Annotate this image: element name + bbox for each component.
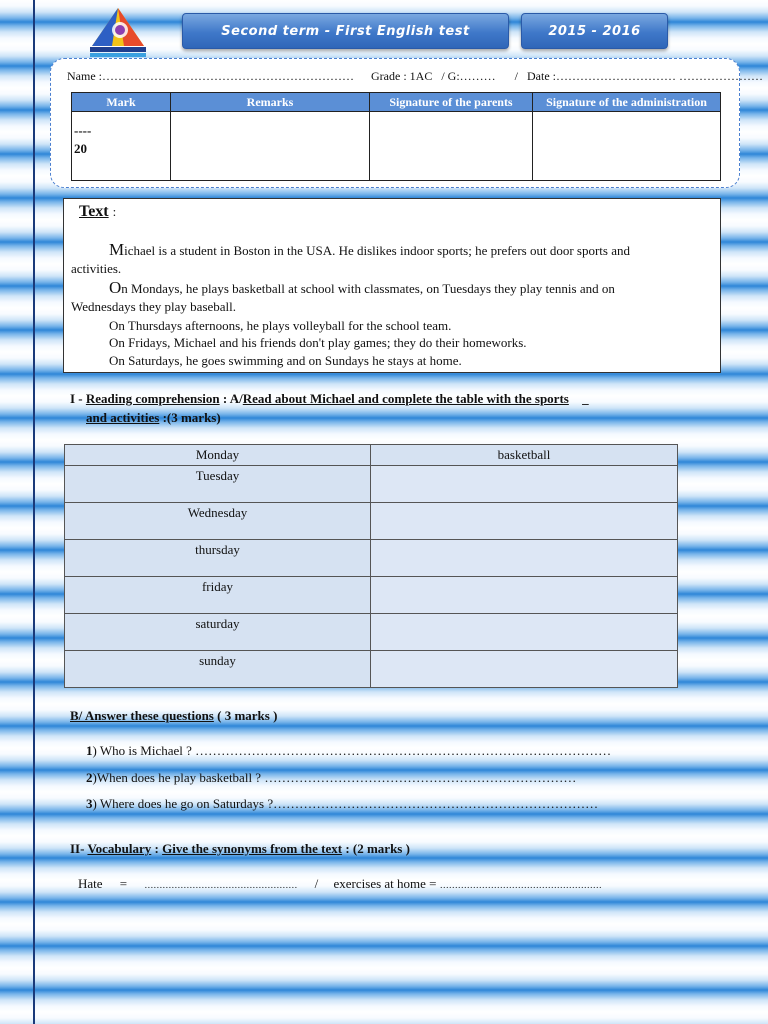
paragraph-2-text: n Mondays, he plays basketball at school with classmates, on Tuesdays they play tennis and on Wednesdays they play baseball. (71, 281, 615, 314)
text-title (79, 203, 116, 221)
school-year-banner (521, 13, 668, 49)
question-1[interactable] (86, 743, 611, 759)
section-1-part-a: : A/ (222, 391, 243, 406)
activity-answer-cell[interactable] (371, 540, 678, 577)
vocabulary-word-1: Hate (78, 876, 103, 891)
section-1-instruction: Read about Michael and complete the table with the sports (242, 391, 569, 406)
paragraph-2 (71, 279, 681, 315)
date-field[interactable]: Date :………………………… ………………… (527, 69, 764, 83)
vocabulary-answer-1[interactable]: …………………………………………… (144, 880, 298, 890)
mark-table (71, 92, 721, 181)
section-2-marks: : (2 marks ) (345, 841, 410, 856)
section-1-title: Reading comprehension (85, 391, 220, 406)
vocabulary-answer-2[interactable]: ……………………………………………… (439, 880, 602, 890)
question-3[interactable] (86, 796, 598, 812)
day-cell: Wednesday (65, 503, 371, 540)
question-number: 1 (86, 743, 93, 758)
section-1-number: I - (70, 391, 83, 406)
vocabulary-item-1 (78, 876, 602, 892)
question-number: 2 (86, 770, 93, 785)
vocabulary-word-2: exercises at home = (333, 876, 437, 891)
sports-row (65, 540, 678, 577)
activity-answer-cell[interactable] (371, 614, 678, 651)
day-cell: friday (65, 577, 371, 614)
section-b-heading (70, 708, 277, 724)
sports-row (65, 445, 678, 466)
sports-row (65, 466, 678, 503)
section-b-marks: ( 3 marks ) (217, 708, 278, 723)
group-field[interactable]: / G:……… (441, 69, 496, 83)
student-info-line (67, 69, 768, 84)
mark-cell[interactable] (72, 112, 171, 181)
grade-field: Grade : 1AC (371, 69, 433, 83)
sports-row (65, 577, 678, 614)
paragraph-2-dropcap: O (109, 278, 122, 297)
mark-table-row (72, 112, 721, 181)
sports-row (65, 503, 678, 540)
section-1-marks: :(3 marks) (162, 410, 221, 425)
day-cell: Tuesday (65, 466, 371, 503)
question-text: )When does he play basketball ? ……………………………………………………………… (92, 770, 577, 785)
paragraph-3: On Thursdays afternoons, he plays volleyball for the school team. (109, 318, 452, 333)
section-1-instruction-continued: and activities (86, 410, 160, 425)
section-1-heading (70, 391, 589, 407)
day-cell: Monday (65, 445, 371, 466)
activity-answer-cell[interactable] (371, 651, 678, 688)
text-title-label: Text (79, 203, 109, 220)
test-title: Second term - First English test (221, 23, 470, 39)
question-number: 3 (86, 796, 93, 811)
activity-answer-cell[interactable] (371, 503, 678, 540)
question-text: ) Where does he go on Saturdays ?………………………………………………………………… (92, 796, 599, 811)
activity-answer-cell[interactable] (371, 577, 678, 614)
mark-dashes: ---- (74, 123, 92, 138)
equals-sign: = (119, 876, 128, 891)
paragraph-5: On Saturdays, he goes swimming and on Sundays he stays at home. (109, 353, 462, 368)
name-field[interactable]: Name :……………………………………………………… (67, 69, 354, 83)
school-logo (82, 6, 154, 60)
sports-table (64, 444, 678, 688)
page-margin-line (33, 0, 35, 1024)
administration-signature-header: Signature of the administration (533, 93, 721, 112)
administration-signature-cell[interactable] (533, 112, 721, 181)
parents-signature-header: Signature of the parents (370, 93, 533, 112)
activity-cell: basketball (371, 445, 678, 466)
day-cell: thursday (65, 540, 371, 577)
section-1-tail: _ (582, 391, 589, 406)
mark-table-header-row (72, 93, 721, 112)
section-2-instruction: Give the synonyms from the text (162, 841, 343, 856)
sports-row (65, 651, 678, 688)
text-title-colon: : (112, 204, 117, 219)
separator-slash: / (514, 69, 519, 83)
paragraph-1-dropcap: M (109, 240, 125, 259)
section-b-title: B/ Answer these questions (70, 708, 214, 723)
section-2-separator: : (154, 841, 159, 856)
section-2-heading (70, 841, 410, 857)
day-cell: saturday (65, 614, 371, 651)
paragraph-4: On Fridays, Michael and his friends don't play games; they do their homeworks. (109, 335, 527, 350)
mark-total: 20 (74, 141, 87, 156)
section-1-heading-line-2 (86, 410, 221, 426)
day-cell: sunday (65, 651, 371, 688)
activity-answer-cell[interactable] (371, 466, 678, 503)
paragraph-1-text: ichael is a student in Boston in the USA. He dislikes indoor sports; he prefers out door sports and activities. (71, 243, 630, 276)
student-info-card (50, 58, 764, 188)
section-2-title: Vocabulary (87, 841, 152, 856)
question-2[interactable] (86, 770, 576, 786)
section-2-number: II- (70, 841, 85, 856)
school-year: 2015 - 2016 (548, 23, 641, 39)
paragraph-1 (71, 241, 681, 277)
remarks-cell[interactable] (171, 112, 370, 181)
separator-slash: / (314, 876, 319, 891)
question-text: ) Who is Michael ? …………………………………………………………………………………… (92, 743, 612, 758)
sports-row (65, 614, 678, 651)
parents-signature-cell[interactable] (370, 112, 533, 181)
mark-header: Mark (72, 93, 171, 112)
reading-text-box (63, 198, 721, 373)
remarks-header: Remarks (171, 93, 370, 112)
test-title-banner (182, 13, 509, 49)
